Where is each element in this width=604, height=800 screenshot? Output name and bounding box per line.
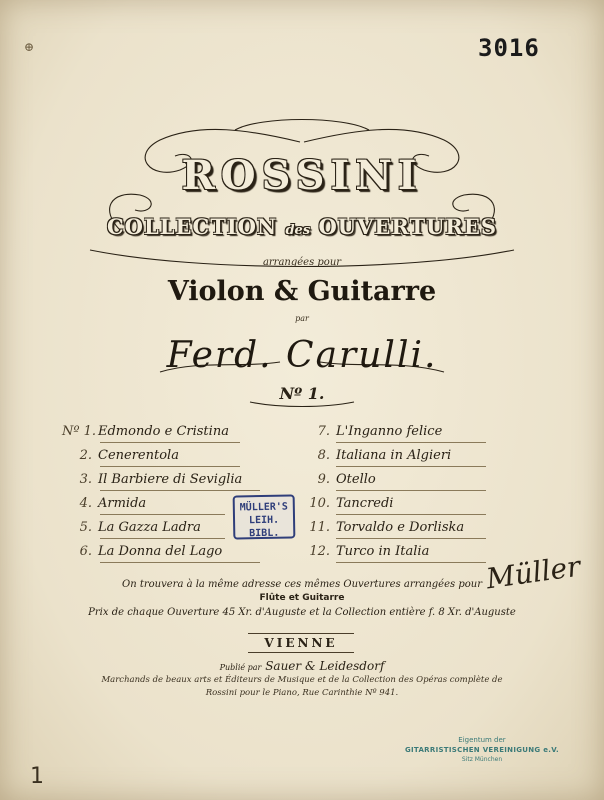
work-title: Cenerentola [98,448,179,463]
dotted-rule [100,442,240,443]
work-number: 2. [79,448,92,463]
publisher-line [0,659,604,673]
plate-number: 3016 [478,34,540,62]
dotted-rule [336,562,486,563]
list-item [62,496,146,516]
work-number: 12. [309,544,330,559]
work-number: 8. [317,448,330,463]
instrumentation: Violon & Guitarre [167,276,437,307]
ownership-stamp [392,735,572,765]
by-label: par [295,314,309,323]
work-title: La Donna del Lago [98,544,223,559]
work-title: L'Inganno felice [336,424,443,439]
list-item [62,472,242,492]
availability-note: On trouvera à la même adresse ces mêmes Ouvertures arrangées pour [122,579,482,590]
work-title: Il Barbiere di Seviglia [98,472,243,487]
flourish-top-loop [235,120,369,131]
list-item [300,496,393,516]
dotted-rule [100,490,260,491]
ouvertures-word: OUVERTURES [318,214,498,239]
price-line: Prix de chaque Ouverture 45 Xr. d'Auguste et la Collection entière f. 8 Xr. d'Auguste [88,607,516,618]
collection-des: des [285,223,311,238]
library-stamp [233,494,296,539]
dotted-rule [336,466,486,467]
city-label: VIENNE [248,633,354,653]
work-number: 3. [79,472,92,487]
dotted-rule [336,514,486,515]
publisher-description-1: Marchands de beaux arts et Éditeurs de Musique et de la Collection des Opéras complète de [101,675,503,685]
publisher-description-2: Rossini pour le Piano, Rue Carinthie Nº 941. [205,688,399,698]
list-item [62,424,229,444]
work-number: 11. [309,520,330,535]
published-by-label: Publié par [219,663,262,672]
volume-number: Nº 1. [279,384,325,403]
alternate-arrangement: Flûte et Guitarre [259,593,345,603]
work-title: La Gazza Ladra [98,520,201,535]
list-item [62,544,222,564]
list-item [300,448,451,468]
work-number: 10. [309,496,330,511]
ownership-stamp-line1: Eigentum der [458,736,506,744]
list-item [62,448,179,468]
list-item [300,544,429,564]
work-number: 5. [79,520,92,535]
list-item [62,520,201,540]
work-title: Turco in Italia [336,544,430,559]
library-stamp-line1: MÜLLER'S [239,501,289,514]
work-number: Nº 1. [62,424,97,439]
handwritten-signature: Müller [484,549,583,596]
list-item [300,520,464,540]
ownership-stamp-line2: GITARRISTISCHEN VEREINIGUNG e.V. [404,746,559,754]
ownership-stamp-line3: Sitz München [461,756,503,763]
dotted-rule [100,562,260,563]
pencil-mark: 1 [30,764,44,789]
list-item [300,472,376,492]
collection-title [0,214,604,239]
work-title: Armida [98,496,147,511]
work-title: Otello [336,472,376,487]
list-item [300,424,442,444]
corner-mark: ⊕ [24,40,35,54]
work-number: 7. [317,424,330,439]
work-number: 4. [79,496,92,511]
work-number: 9. [317,472,330,487]
collection-word: COLLECTION [106,214,278,239]
dotted-rule [100,538,225,539]
composer-title: ROSSINI [181,152,423,199]
dotted-rule [336,490,486,491]
dotted-rule [336,442,486,443]
work-number: 6. [79,544,92,559]
work-title: Edmondo e Cristina [98,424,229,439]
arranger-name: Ferd. Carulli. [166,335,438,376]
work-title: Torvaldo e Dorliska [336,520,465,535]
library-stamp-line2: LEIH. BIBL. [248,514,280,540]
dotted-rule [336,538,486,539]
arranged-for-label: arrangées pour [262,257,342,268]
dotted-rule [100,466,240,467]
work-title: Italiana in Algieri [336,448,452,463]
publisher-name: Sauer & Leidesdorf [265,659,385,673]
dotted-rule [100,514,225,515]
work-title: Tancredi [336,496,394,511]
